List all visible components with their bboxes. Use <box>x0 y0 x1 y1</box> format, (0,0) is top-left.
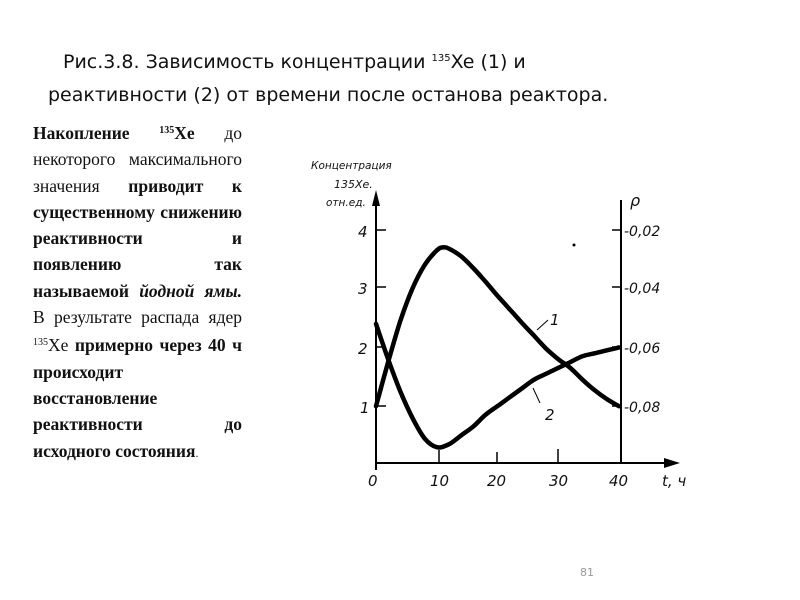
x-tick-10: 10 <box>430 472 450 490</box>
y-right-tick-006: -0,06 <box>624 341 661 357</box>
speck <box>573 244 576 247</box>
x-tick-0: 0 <box>368 472 378 490</box>
y-left-tick-2: 2 <box>358 340 368 358</box>
x-axis-arrow-icon <box>664 458 680 468</box>
x-tick-30: 30 <box>549 472 569 490</box>
page-number: 81 <box>580 566 594 579</box>
curve-2-label: 2 <box>545 406 555 424</box>
x-tick-20: 20 <box>487 472 507 490</box>
y-left-tick-1: 1 <box>360 399 370 417</box>
xe-symbol-1: Xe <box>174 123 195 143</box>
curve-2-leader <box>533 388 540 403</box>
y-right-label: ρ <box>630 191 641 210</box>
text-period: . <box>195 445 199 460</box>
curve-1-xenon-concentration <box>376 247 619 406</box>
text-bold-2: приводит к существенному снижению реактивности и появлению так называемой <box>33 175 242 301</box>
text-iodine-pit: йодной ямы. <box>139 280 242 301</box>
title-isotope-sup: 135 <box>431 53 451 64</box>
right-y-axis <box>612 191 660 463</box>
isotope-sup-1: 135 <box>159 125 175 136</box>
y-right-tick-008: -0,08 <box>624 400 661 416</box>
left-y-axis <box>311 160 392 470</box>
isotope-sup-2: 135 <box>33 337 48 349</box>
y-axis-arrow-icon <box>372 190 380 206</box>
y-left-label-line-3: отн.ед. <box>326 197 366 209</box>
text-plain-1: до некоторого максимального значения <box>33 123 242 196</box>
text-bold-3: примерно через 40 ч происходит восстановление реактивности до исходного состояния <box>33 335 242 461</box>
title-line-2: реактивности (2) от времени после останова реактора. <box>48 84 609 106</box>
xe-symbol-2: Xe <box>48 335 69 356</box>
x-axis-label: t, ч <box>662 472 687 490</box>
curve-1-label: 1 <box>550 311 560 329</box>
title-suffix: Xe (1) и <box>450 51 526 73</box>
text-bold-1: Накопление <box>33 123 160 143</box>
y-right-tick-004: -0,04 <box>624 281 661 297</box>
curve-2-reactivity <box>376 324 619 448</box>
y-left-tick-3: 3 <box>358 280 368 298</box>
x-tick-40: 40 <box>609 472 629 490</box>
y-left-label-line-2: 135Xe. <box>334 178 373 191</box>
y-left-tick-4: 4 <box>358 223 368 241</box>
curve-1-leader <box>537 320 548 330</box>
x-axis <box>368 449 686 490</box>
y-right-tick-002: -0,02 <box>624 224 661 240</box>
title-prefix: Рис.3.8. Зависимость концентрации <box>63 51 432 73</box>
y-left-label-line-1: Концентрация <box>311 160 392 172</box>
text-plain-2: В результате распада ядер <box>33 307 242 328</box>
